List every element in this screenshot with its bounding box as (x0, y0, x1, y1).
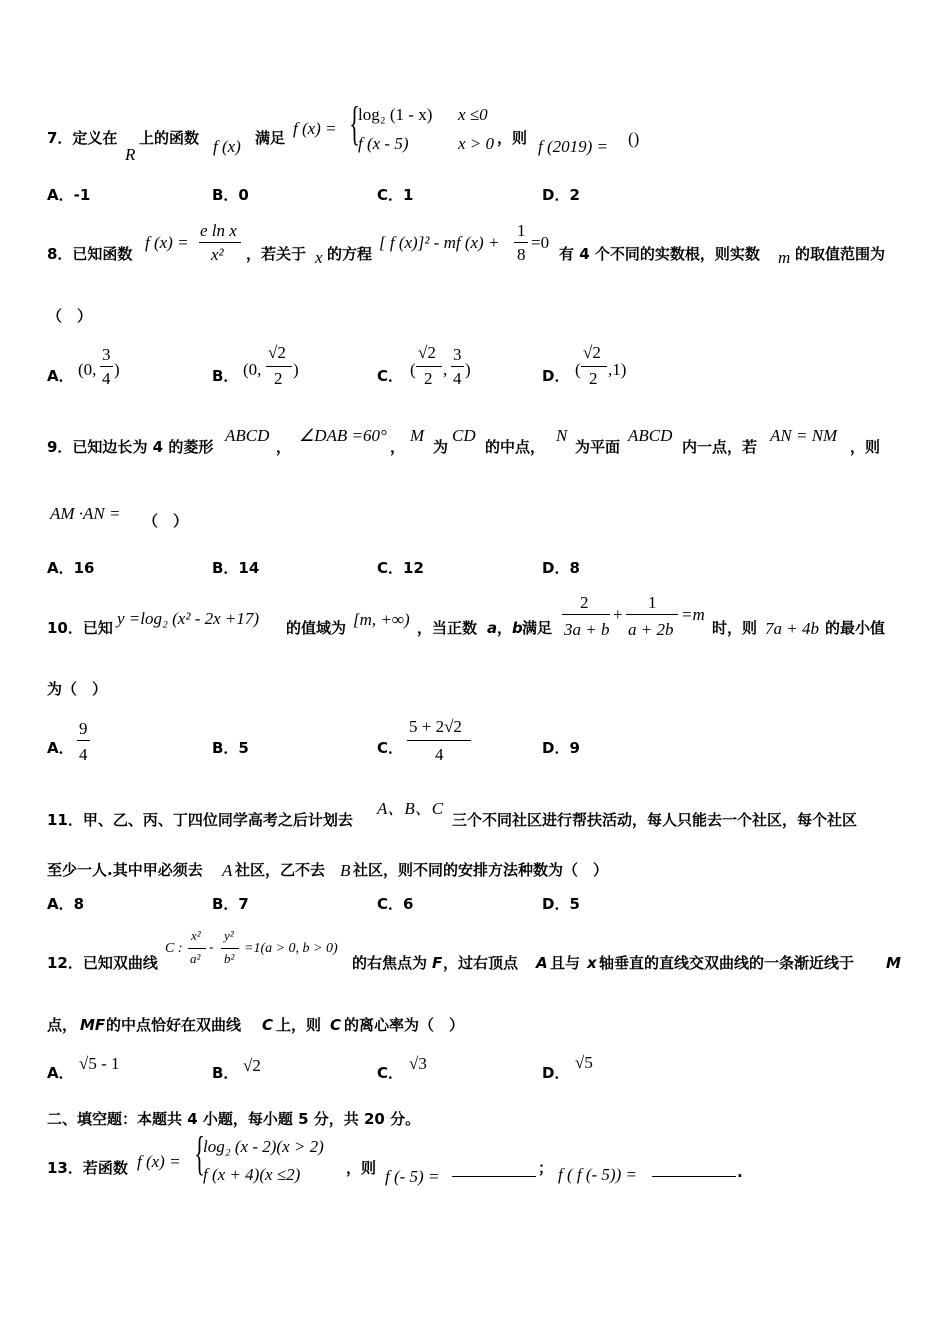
q9-comma-1: ， (276, 438, 292, 456)
q11-text-5: 社区，则不同的安排方法种数为（ ） (353, 861, 609, 879)
q8-frac-bar (199, 242, 241, 243)
q12-text-8: 上，则 (276, 1016, 322, 1034)
q8-opt-c-bar1 (416, 366, 442, 367)
q9-option-a: A．16 (47, 559, 95, 577)
q9-text-2: 为 (433, 438, 449, 456)
q12-opt-d-val: √5 (575, 1053, 593, 1072)
q10-opt-c-num: 5 + 2√2 (409, 717, 462, 736)
q7-option-c: C．1 (377, 186, 414, 204)
q8-opt-b-den: 2 (274, 369, 283, 388)
q8-opt-c-open: ( (410, 360, 416, 379)
q7-brace: { (349, 97, 360, 150)
q8-eq-den: 8 (517, 245, 526, 264)
q10-option-b: B．5 (212, 739, 249, 757)
q9-option-d: D．8 (542, 559, 580, 577)
q8-paren: （ ） (47, 307, 93, 325)
q12-option-c: C． (377, 1064, 404, 1082)
q8-opt-d-open: ( (575, 360, 581, 379)
q10-frac1-num: 2 (580, 593, 589, 612)
q11-option-d: D．5 (542, 895, 580, 913)
q9-text-4: 为平面 (575, 438, 621, 456)
q12-text-9: 的离心率为（ ） (344, 1016, 465, 1034)
q11-A: A (222, 861, 233, 880)
q12-text-5: 轴垂直的直线交双曲线的一条渐近线于 (599, 954, 855, 972)
q8-text-1: 8．已知函数 (47, 245, 133, 263)
q8-opt-c-num1: √2 (418, 343, 436, 362)
q8-frac-num: e ln x (200, 221, 237, 240)
q8-opt-b-bar (266, 366, 292, 367)
q12-text-3: ，过右顶点 (443, 954, 519, 972)
q12-yn: y² (224, 928, 234, 943)
q9-text-3: 的中点， (485, 438, 546, 456)
q8-opt-a-part: (0, (78, 360, 97, 379)
q10-opt-c-den: 4 (435, 745, 444, 764)
q8-text-3: 的方程 (327, 245, 373, 263)
q10-frac2-num: 1 (648, 593, 657, 612)
q9-angle: ∠DAB =60° (299, 426, 387, 445)
q10-frac2-den: a + 2b (628, 620, 674, 639)
q11-text-2: 三个不同社区进行帮扶活动，每人只能去一个社区，每个社区 (452, 811, 858, 829)
q8-opt-a-close: ) (114, 360, 120, 379)
q7-option-a: A．-1 (47, 186, 91, 204)
q12-minus: - (209, 940, 214, 955)
q9-paren: （ ） (143, 512, 189, 530)
q12-x: x (587, 954, 597, 972)
q11-text-4: 社区，乙不去 (235, 861, 326, 879)
q8-opt-c-num2: 3 (453, 345, 462, 364)
q12-C: C : (165, 941, 183, 956)
q7-case1-cond: x ≤0 (458, 105, 488, 124)
q12-xd: a² (190, 951, 201, 966)
q8-opt-c-bar2 (451, 366, 464, 367)
q10-option-c: C． (377, 739, 404, 757)
q12-text-2: 的右焦点为 (352, 954, 428, 972)
q10-option-a: A． (47, 739, 74, 757)
q12-text-4: 且与 (550, 954, 581, 972)
q8-option-a: A． (47, 367, 74, 385)
q9-text-6: ，则 (850, 438, 881, 456)
q7-fx: f (x) (213, 137, 241, 156)
q12-option-a: A． (47, 1064, 74, 1082)
q10-frac2-bar (626, 614, 678, 615)
q8-opt-c-close: ) (465, 360, 471, 379)
q8-text-2: ，若关于 (246, 245, 307, 263)
section2-heading: 二、填空题：本题共 4 小题，每小题 5 分，共 20 分。 (47, 1110, 421, 1128)
q11-B: B (340, 861, 351, 880)
q12-xn: x² (191, 928, 201, 943)
q12-opt-a-val: √5 - 1 (79, 1054, 120, 1073)
q8-text-5: 的取值范围为 (795, 245, 886, 263)
q9-comma-2: ， (390, 438, 406, 456)
q7-text-1: 7．定义在 (47, 129, 118, 147)
q12-option-b: B． (212, 1064, 239, 1082)
q13-blank-1[interactable] (452, 1176, 536, 1177)
q7-text-3: 满足 (255, 129, 286, 147)
q8-eq-bar (514, 242, 528, 243)
q13-dot: . (737, 1163, 743, 1181)
q8-opt-d-bar (581, 366, 607, 367)
q12-yd: b² (224, 951, 235, 966)
q9-abcd: ABCD (225, 426, 270, 445)
q9-text-5: 内一点，若 (682, 438, 758, 456)
q10-opt-a-bar (77, 740, 90, 741)
q8-x: x (315, 248, 323, 267)
q13-expr-2: f ( f (- 5)) = (558, 1165, 637, 1184)
q12-x-bar (188, 948, 206, 949)
q7-paren: () (628, 129, 640, 148)
q9-option-c: C．12 (377, 559, 424, 577)
q10-opt-a-num: 9 (79, 719, 88, 738)
q12-opt-b-val: √2 (243, 1056, 261, 1075)
q10-text-6: 的最小值 (825, 619, 886, 637)
q7-text-2: 上的函数 (139, 129, 200, 147)
q8-opt-b-part: (0, (243, 360, 262, 379)
q9-text-1: 9．已知边长为 4 的菱形 (47, 438, 214, 456)
q11-text-3: 至少一人.其中甲必须去 (47, 861, 203, 879)
q13-expr-1: f (- 5) = (385, 1167, 440, 1186)
q9-option-b: B．14 (212, 559, 260, 577)
q11-option-a: A．8 (47, 895, 85, 913)
q8-option-b: B． (212, 367, 239, 385)
q8-eq-right: =0 (531, 233, 550, 252)
q10-opt-a-den: 4 (79, 745, 88, 764)
q10-eqm: =m (681, 605, 705, 624)
q12-MF: MF (80, 1016, 106, 1034)
q10-text-4: 满足 (522, 619, 553, 637)
q10-expr: 7a + 4b (765, 619, 819, 638)
q8-opt-a-den: 4 (102, 369, 111, 388)
q11-option-c: C．6 (377, 895, 414, 913)
q8-opt-d-den: 2 (589, 369, 598, 388)
q7-case2-expr: f (x - 5) (358, 134, 409, 153)
q10-text-1: 10．已知 (47, 619, 113, 637)
q7-text-4: ，则 (497, 129, 528, 147)
q10-b: b (512, 619, 523, 637)
q10-range: [m, +∞) (353, 610, 410, 629)
q10-text-3: ，当正数 (417, 619, 478, 637)
q8-eq-left: [ f (x)]² - mf (x) + (379, 233, 500, 252)
q13-text-2: ，则 (346, 1159, 377, 1177)
q7-option-d: D．2 (542, 186, 580, 204)
q11-option-b: B．7 (212, 895, 249, 913)
q13-blank-2[interactable] (652, 1176, 736, 1177)
q7-case2-cond: x > 0 (458, 134, 495, 153)
q9-CD: CD (452, 426, 476, 445)
q8-fx: f (x) = (145, 233, 189, 252)
q12-C3: C (330, 1016, 342, 1034)
q11-text-1: 11．甲、乙、丙、丁四位同学高考之后计划去 (47, 811, 353, 829)
q13-text-1: 13．若函数 (47, 1159, 128, 1177)
q13-case1: log₂ (x - 2)(x > 2) (203, 1137, 324, 1156)
q8-frac-den: x² (211, 245, 224, 264)
q7-option-b: B．0 (212, 186, 249, 204)
q12-option-d: D． (542, 1064, 570, 1082)
q10-a: a (487, 619, 498, 637)
q12-text-6: 点， (47, 1016, 78, 1034)
q10-plus: + (613, 605, 623, 624)
q8-opt-a-bar (100, 366, 113, 367)
q7-R: R (125, 145, 136, 164)
q12-text-1: 12．已知双曲线 (47, 954, 158, 972)
q13-fx: f (x) = (137, 1152, 181, 1171)
q8-opt-c-den1: 2 (424, 369, 433, 388)
q10-text-2: 的值域为 (286, 619, 347, 637)
q10-opt-c-bar (407, 740, 471, 741)
q8-eq-num: 1 (517, 221, 526, 240)
q12-text-7: 的中点恰好在双曲线 (106, 1016, 242, 1034)
q12-rest: =1(a > 0, b > 0) (244, 941, 338, 956)
q11-abc: A、B、C (377, 799, 444, 818)
q9-cond: AN = NM (770, 426, 838, 445)
q8-opt-c-den2: 4 (453, 369, 462, 388)
q10-text-7: 为（ ） (47, 680, 108, 698)
q10-frac1-den: 3a + b (564, 620, 610, 639)
q9-N: N (556, 426, 568, 445)
q10-option-d: D．9 (542, 739, 580, 757)
q12-F: F (432, 954, 443, 972)
q9-expr: AM ·AN = (50, 504, 121, 523)
q8-option-c: C． (377, 367, 404, 385)
q7-case1-expr: log₂ (1 - x) (358, 105, 433, 124)
q8-option-d: D． (542, 367, 570, 385)
q10-comma: ， (497, 619, 513, 637)
q10-text-5: 时，则 (712, 619, 758, 637)
q13-brace: { (194, 1127, 205, 1180)
q12-opt-c-val: √3 (409, 1054, 427, 1073)
q8-m: m (778, 248, 791, 267)
q8-opt-d-num: √2 (583, 343, 601, 362)
q12-C2: C (262, 1016, 274, 1034)
q12-A: A (536, 954, 548, 972)
q10-fn: y =log₂ (x² - 2x +17) (117, 609, 260, 628)
q12-y-bar (221, 948, 239, 949)
q8-opt-b-num: √2 (268, 343, 286, 362)
q8-opt-d-close: ,1) (608, 360, 627, 379)
q8-opt-c-comma: , (443, 360, 448, 379)
q10-frac1-bar (562, 614, 610, 615)
q7-target: f (2019) = (538, 137, 609, 156)
q9-M: M (410, 426, 425, 445)
q12-M: M (886, 954, 901, 972)
q13-semicolon: ； (538, 1159, 554, 1177)
q8-text-4: 有 4 个不同的实数根，则实数 (559, 245, 760, 263)
q9-abcd-2: ABCD (628, 426, 673, 445)
q13-case2: f (x + 4)(x ≤2) (203, 1165, 301, 1184)
q8-opt-b-close: ) (293, 360, 299, 379)
q8-opt-a-num: 3 (102, 345, 111, 364)
q7-fx-def: f (x) = (293, 119, 337, 138)
